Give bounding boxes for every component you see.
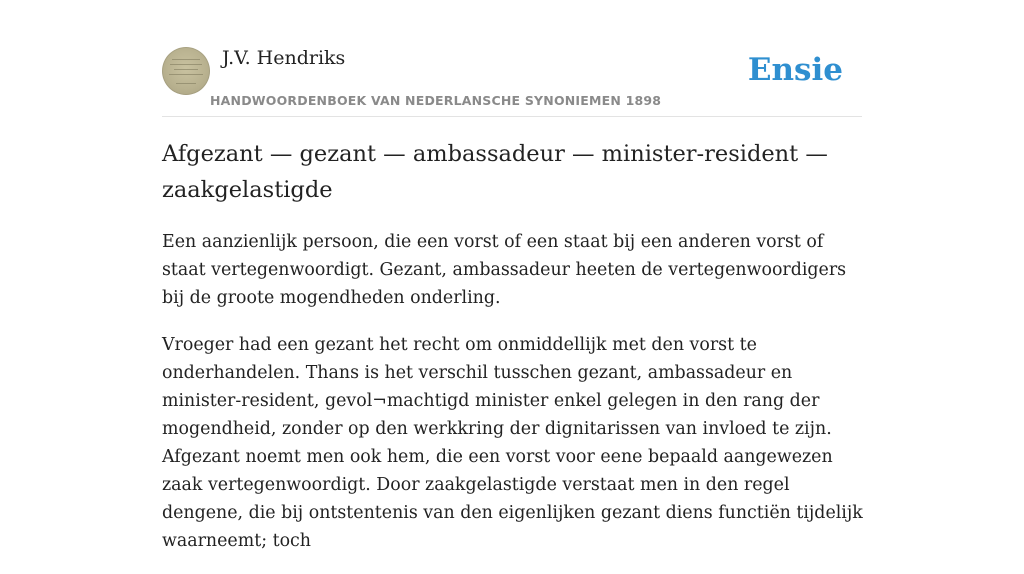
paragraph: Vroeger had een gezant het recht om onmiddellijk met den vorst te onderhandelen. Thans is het verschil tusschen gezant, ambassadeur en minister-resident, gevol¬machtigd minister enkel gelegen in den rang der mogendheid, zonder op den werkkring der dignitarissen van invloed te zijn. Afgezant noemt men ook hem, die een vorst voor eene bepaald aangewezen zaak vertegenwoordigt. Door zaakgelastigde verstaat men in den regel dengene, die bij ontstentenis van den eigenlijken gezant diens functiën tijdelijk waarneemt; toch <box>162 335 863 551</box>
ensie-logo[interactable]: Ensie <box>747 52 843 88</box>
header <box>162 46 862 117</box>
author-name[interactable]: J.V. Hendriks <box>222 47 346 69</box>
page-title: Afgezant — gezant — ambassadeur — minister-resident — zaakgelastigde <box>162 141 828 203</box>
source-title[interactable]: HANDWOORDENBOEK VAN NEDERLANSCHE SYNONIEMEN 1898 <box>210 93 662 108</box>
paragraph: Een aanzienlijk persoon, die een vorst of een staat bij een anderen vorst of staat vertegenwoordigt. Gezant, ambassadeur heeten de vertegenwoordigers bij de groote mogendheden onderling. <box>162 232 847 308</box>
avatar[interactable] <box>162 47 210 95</box>
article-body <box>162 228 867 574</box>
